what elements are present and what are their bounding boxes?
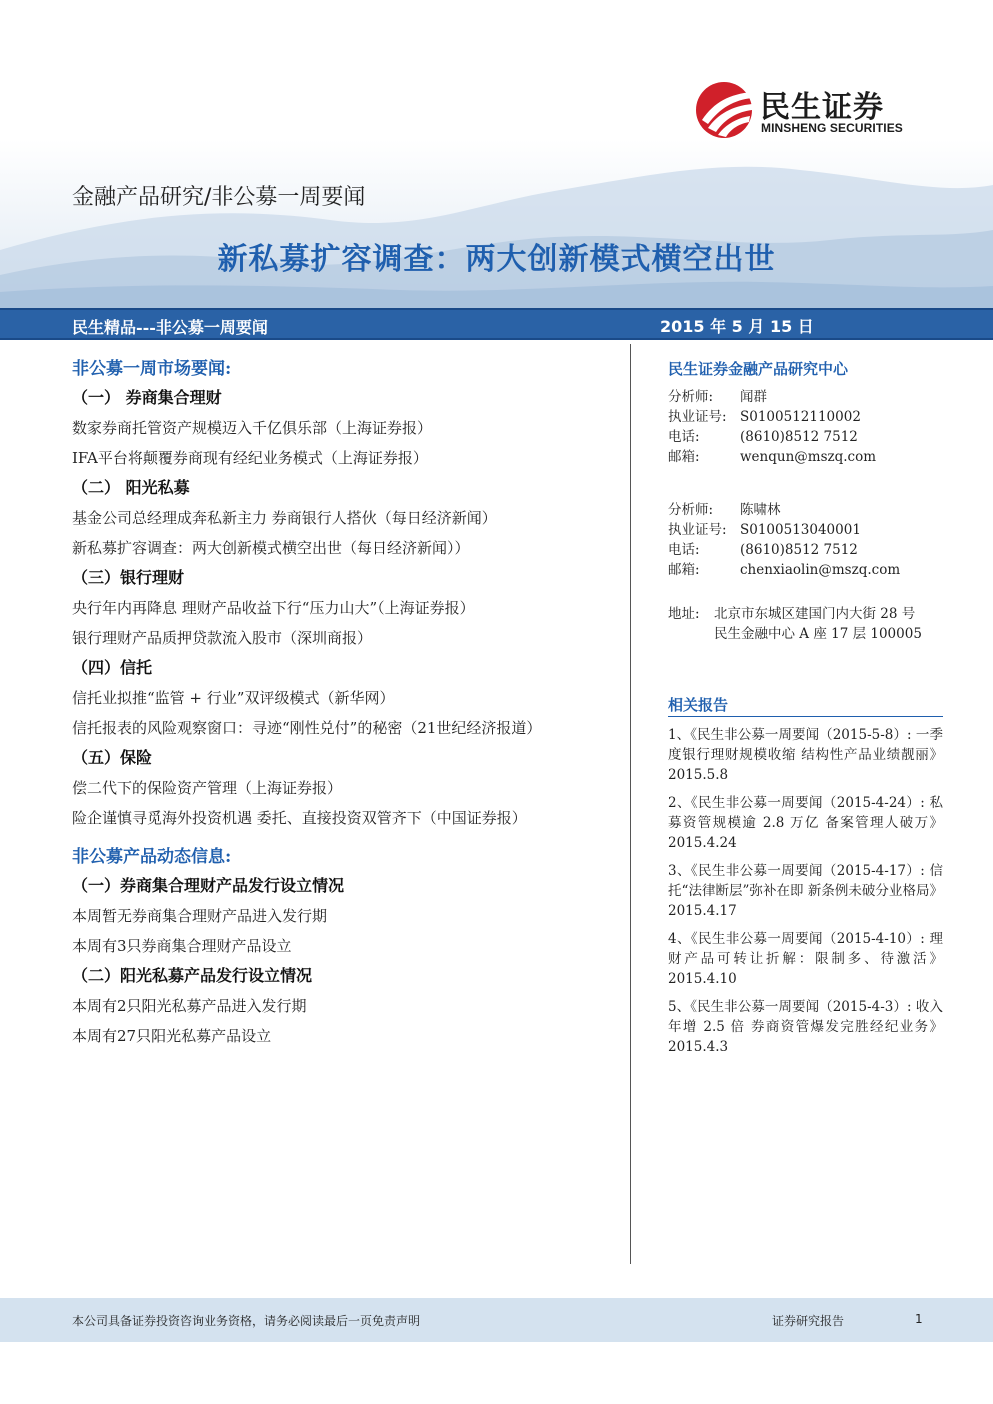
- address-line: 民生金融中心 A 座 17 层 100005: [714, 626, 922, 642]
- news-item: 央行年内再降息 理财产品收益下行“压力山大”（上海证券报）: [72, 599, 475, 617]
- news-item: 数家券商托管资产规模迈入千亿俱乐部（上海证券报）: [72, 419, 433, 437]
- product-item: 本周有2只阳光私募产品进入发行期: [72, 997, 307, 1015]
- email-label: 邮箱:: [668, 449, 700, 465]
- related-report-item[interactable]: 5、《民生非公募一周要闻（2015-4-3）: 收入年增 2.5 倍 券商资管爆发完胜经纪业务》2015.4.3: [668, 999, 943, 1055]
- phone-number: (8610)8512 7512: [740, 542, 858, 558]
- related-report-item[interactable]: 4、《民生非公募一周要闻（2015-4-10）: 理财产品可转让折解：限制多、待激活》2015.4.10: [668, 931, 943, 987]
- title-band: [0, 308, 993, 340]
- footer-report-type: 证券研究报告: [772, 1314, 845, 1328]
- license-number: S0100513040001: [740, 522, 861, 538]
- analyst-block: [668, 500, 943, 580]
- analyst-label: 分析师:: [668, 502, 714, 518]
- analyst-name: 陈啸林: [740, 502, 781, 518]
- analyst-block: [668, 387, 943, 467]
- page-footer: [0, 1298, 993, 1342]
- logo-text-cn: 民生证券: [760, 90, 884, 125]
- related-report-item[interactable]: 2、《民生非公募一周要闻（2015-4-24）: 私募资管规模逾 2.8 万亿 备案管理人破万》2015.4.24: [668, 795, 943, 851]
- news-item: 信托业拟推“监管 + 行业”双评级模式（新华网）: [72, 689, 395, 707]
- email-address[interactable]: wenqun@mszq.com: [740, 449, 877, 465]
- phone-number: (8610)8512 7512: [740, 429, 858, 445]
- analyst-name: 闻群: [740, 389, 767, 405]
- news-item: 银行理财产品质押贷款流入股市（深圳商报）: [72, 629, 373, 647]
- minsheng-logo-icon: [694, 80, 756, 140]
- product-item: 本周有3只券商集合理财产品设立: [72, 937, 292, 955]
- group-title: （五）保险: [72, 748, 153, 767]
- analyst-label: 分析师:: [668, 389, 714, 405]
- phone-label: 电话:: [668, 542, 700, 558]
- news-item: 基金公司总经理成奔私新主力 券商银行人搭伙（每日经济新闻）: [72, 509, 497, 527]
- group-title: （二）阳光私募产品发行设立情况: [72, 966, 313, 985]
- product-item: 本周有27只阳光私募产品设立: [72, 1027, 272, 1045]
- related-reports-list: [668, 725, 943, 1057]
- section-title: 非公募一周市场要闻:: [72, 359, 232, 379]
- report-category: 金融产品研究/非公募一周要闻: [72, 185, 366, 210]
- license-label: 执业证号:: [668, 522, 727, 538]
- research-center-title: 民生证券金融产品研究中心: [668, 360, 849, 378]
- band-date: 2015 年 5 月 15 日: [660, 317, 814, 336]
- news-item: 险企谨慎寻觅海外投资机遇 委托、直接投资双管齐下（中国证券报）: [72, 809, 527, 827]
- group-title: （一）券商集合理财产品发行设立情况: [72, 876, 345, 895]
- license-label: 执业证号:: [668, 409, 727, 425]
- related-reports-title: 相关报告: [668, 694, 943, 717]
- product-item: 本周暂无券商集合理财产品进入发行期: [72, 907, 328, 925]
- report-title: 新私募扩容调查：两大创新模式横空出世: [217, 242, 776, 277]
- group-title: （二） 阳光私募: [72, 478, 190, 497]
- address-line: 北京市东城区建国门内大街 28 号: [714, 606, 916, 622]
- address-block: [668, 604, 943, 644]
- email-label: 邮箱:: [668, 562, 700, 578]
- right-column: [668, 355, 943, 1065]
- related-report-item[interactable]: 1、《民生非公募一周要闻（2015-5-8）: 一季度银行理财规模收缩 结构性产品业绩靓丽》2015.5.8: [668, 727, 943, 783]
- group-title: （一） 券商集合理财: [72, 388, 222, 407]
- news-item: 新私募扩容调查：两大创新模式横空出世（每日经济新闻））: [72, 539, 470, 557]
- news-item: IFA平台将颠覆券商现有经纪业务模式（上海证券报）: [72, 449, 428, 467]
- group-title: （三）银行理财: [72, 568, 185, 587]
- footer-disclaimer: 本公司具备证券投资咨询业务资格，请务必阅读最后一页免责声明: [72, 1314, 421, 1328]
- news-item: 信托报表的风险观察窗口：寻迹“刚性兑付”的秘密（21世纪经济报道）: [72, 719, 542, 737]
- column-divider: [630, 344, 631, 1264]
- phone-label: 电话:: [668, 429, 700, 445]
- left-column: [72, 355, 622, 1051]
- email-address[interactable]: chenxiaolin@mszq.com: [740, 562, 901, 578]
- license-number: S0100512110002: [740, 409, 861, 425]
- group-title: （四）信托: [72, 658, 153, 677]
- company-logo: [694, 80, 924, 140]
- news-item: 偿二代下的保险资产管理（上海证券报）: [72, 779, 343, 797]
- logo-text-en: MINSHENG SECURITIES: [761, 121, 903, 135]
- band-series-name: 民生精品---非公募一周要闻: [72, 318, 268, 337]
- related-report-item[interactable]: 3、《民生非公募一周要闻（2015-4-17）: 信托“法律断层”弥补在即 新条例未破分业格局》2015.4.17: [668, 863, 943, 919]
- section-title: 非公募产品动态信息:: [72, 847, 232, 867]
- address-label: 地址:: [668, 606, 700, 622]
- page-number: 1: [915, 1312, 923, 1326]
